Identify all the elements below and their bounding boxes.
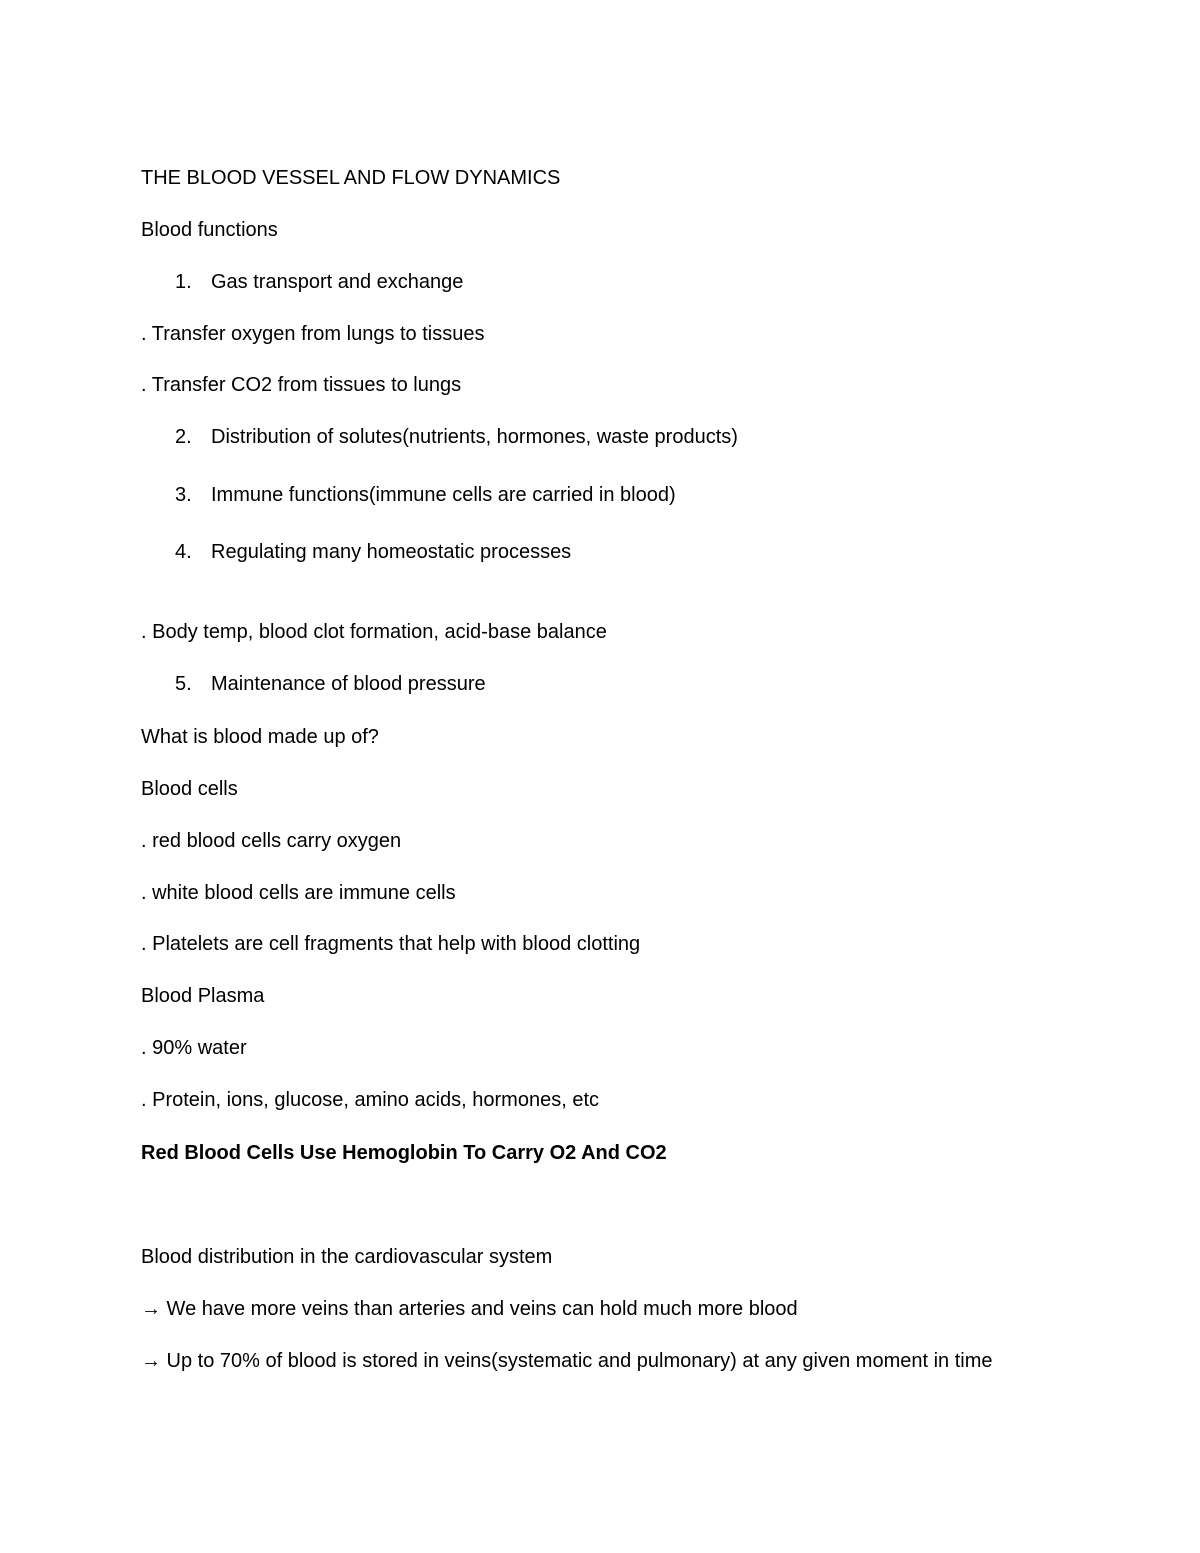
list-item-2: Distribution of solutes(nutrients, hormones, waste products) — [211, 426, 738, 448]
list-item-5: Maintenance of blood pressure — [211, 673, 486, 695]
bullet-red-blood-cells: . red blood cells carry oxygen — [141, 830, 402, 852]
list-number-5: 5. — [175, 673, 192, 695]
list-number-4: 4. — [175, 541, 192, 563]
list-item-1: Gas transport and exchange — [211, 271, 464, 293]
blood-cells-heading: Blood cells — [141, 778, 238, 800]
list-item-4: Regulating many homeostatic processes — [211, 541, 572, 563]
bullet-white-blood-cells: . white blood cells are immune cells — [141, 882, 456, 904]
bullet-plasma-contents: . Protein, ions, glucose, amino acids, hormones, etc — [141, 1089, 600, 1111]
distribution-point-storage: → Up to 70% of blood is stored in veins(systematic and pulmonary) at any given moment in time — [141, 1350, 993, 1372]
list-number-2: 2. — [175, 426, 192, 448]
bullet-transfer-co2: . Transfer CO2 from tissues to lungs — [141, 374, 462, 396]
bullet-body-temp: . Body temp, blood clot formation, acid-base balance — [141, 621, 607, 643]
hemoglobin-heading: Red Blood Cells Use Hemoglobin To Carry O2 And CO2 — [141, 1142, 667, 1164]
bullet-water: . 90% water — [141, 1037, 247, 1059]
bullet-platelets: . Platelets are cell fragments that help with blood clotting — [141, 933, 641, 955]
plasma-heading: Blood Plasma — [141, 985, 265, 1007]
composition-question: What is blood made up of? — [141, 726, 379, 748]
distribution-heading: Blood distribution in the cardiovascular system — [141, 1246, 553, 1268]
document-title: THE BLOOD VESSEL AND FLOW DYNAMICS — [141, 167, 561, 189]
blood-functions-heading: Blood functions — [141, 219, 278, 241]
distribution-point-veins: → We have more veins than arteries and veins can hold much more blood — [141, 1298, 798, 1320]
list-number-3: 3. — [175, 484, 192, 506]
list-item-3: Immune functions(immune cells are carried in blood) — [211, 484, 676, 506]
list-number-1: 1. — [175, 271, 192, 293]
bullet-transfer-oxygen: . Transfer oxygen from lungs to tissues — [141, 323, 485, 345]
